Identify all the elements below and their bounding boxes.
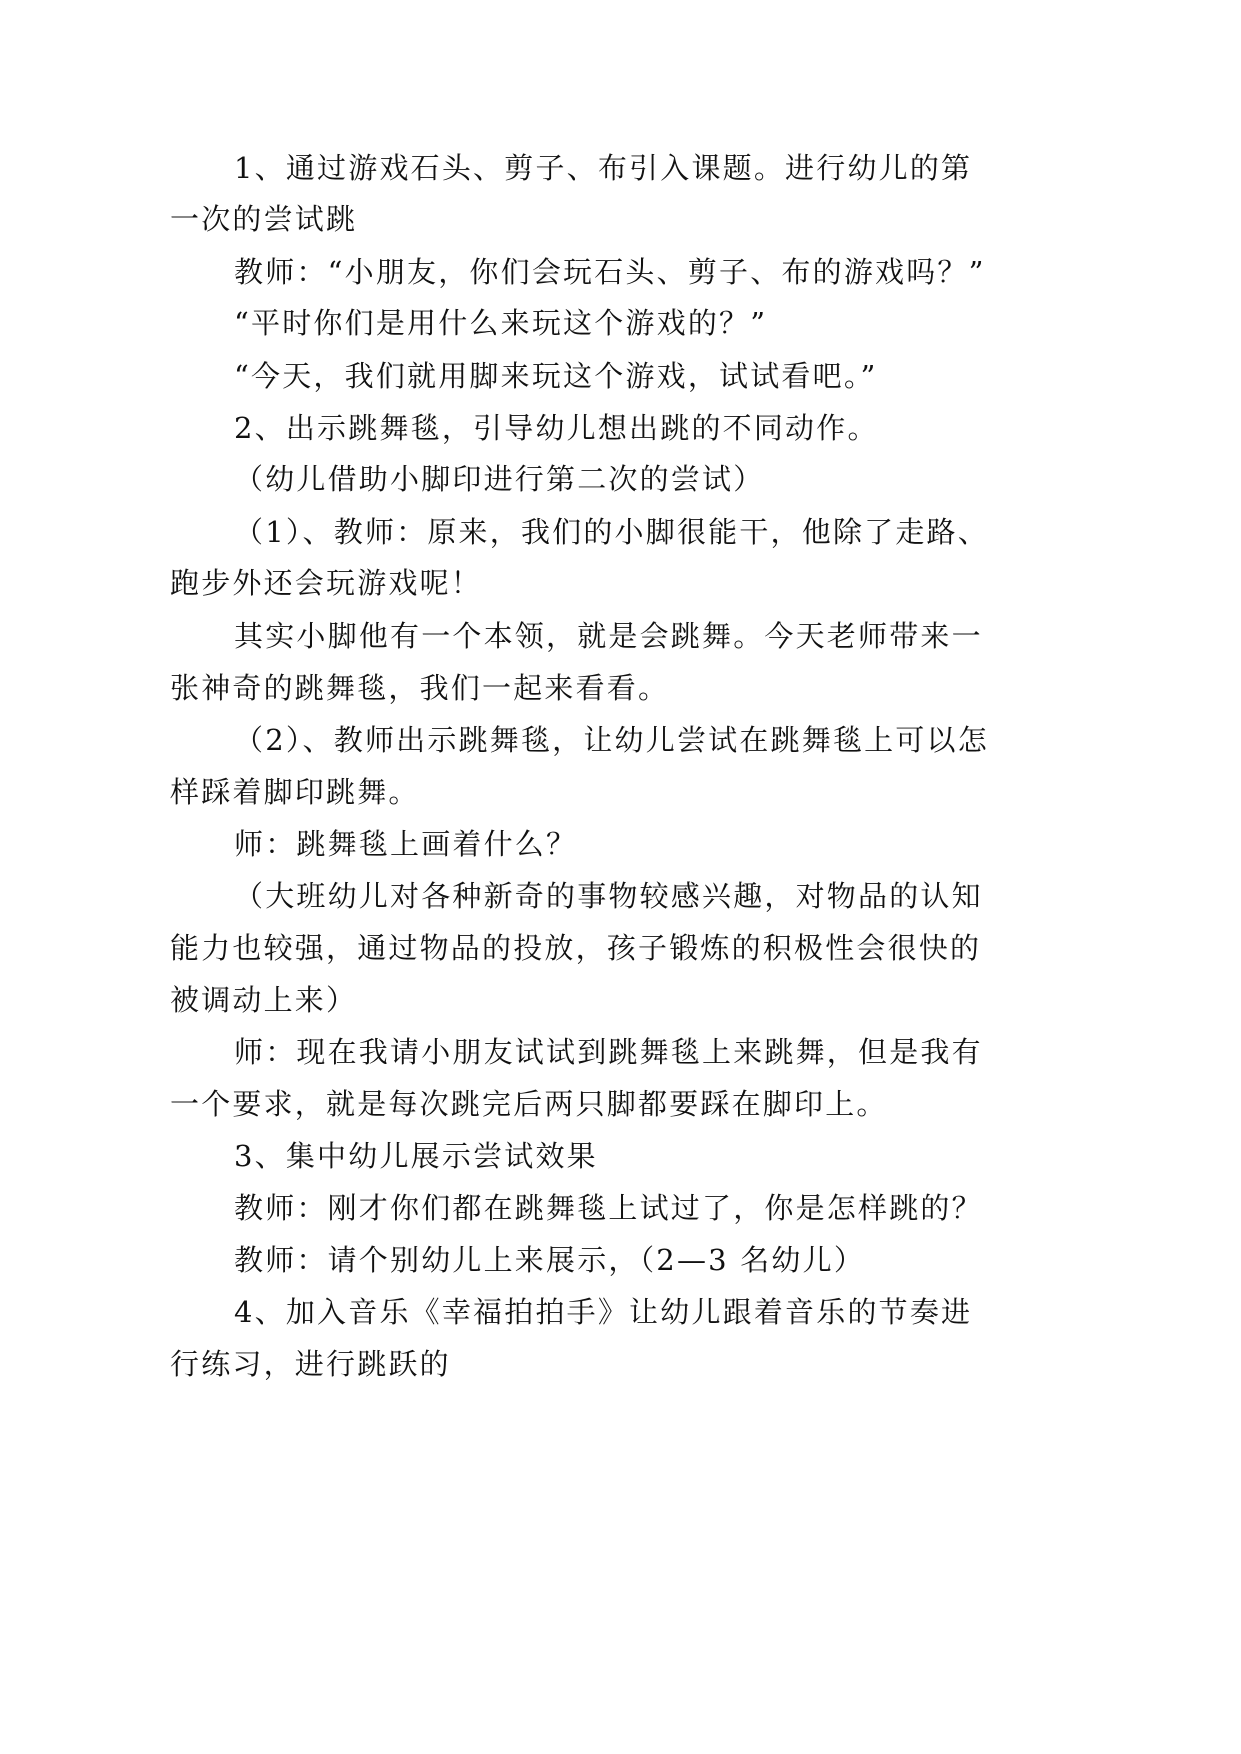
text-line-19: 一个要求，就是每次跳完后两只脚都要踩在脚印上。 <box>170 1087 888 1121</box>
text-line-16: 能力也较强，通过物品的投放，孩子锻炼的积极性会很快的 <box>170 931 982 965</box>
text-line-14: 师：跳舞毯上画着什么？ <box>234 827 578 861</box>
text-line-21: 教师：刚才你们都在跳舞毯上试过了，你是怎样跳的？ <box>234 1191 983 1225</box>
text-line-8: （1）、教师：原来，我们的小脚很能干，他除了走路、 <box>234 515 989 549</box>
text-line-2: 一次的尝试跳 <box>170 202 358 236</box>
text-line-10: 其实小脚他有一个本领，就是会跳舞。今天老师带来一 <box>234 619 983 653</box>
text-line-23: 4、加入音乐《幸福拍拍手》让幼儿跟着音乐的节奏进 <box>234 1295 973 1329</box>
text-line-3: 教师：“小朋友，你们会玩石头、剪子、布的游戏吗？” <box>234 255 986 289</box>
text-line-1: 1、通过游戏石头、剪子、布引入课题。进行幼儿的第 <box>234 151 973 185</box>
text-line-13: 样踩着脚印跳舞。 <box>170 775 420 809</box>
text-line-6: 2、出示跳舞毯，引导幼儿想出跳的不同动作。 <box>234 411 879 445</box>
text-line-17: 被调动上来） <box>170 983 358 1017</box>
text-line-20: 3、集中幼儿展示尝试效果 <box>234 1139 598 1173</box>
text-line-15: （大班幼儿对各种新奇的事物较感兴趣，对物品的认知 <box>234 879 983 913</box>
text-line-4: “平时你们是用什么来玩这个游戏的？” <box>234 306 768 340</box>
text-line-11: 张神奇的跳舞毯，我们一起来看看。 <box>170 671 670 705</box>
text-line-7: （幼儿借助小脚印进行第二次的尝试） <box>234 462 765 496</box>
text-line-9: 跑步外还会玩游戏呢！ <box>170 566 483 600</box>
text-line-24: 行练习，进行跳跃的 <box>170 1347 451 1381</box>
text-line-22: 教师：请个别幼儿上来展示，（2—3 名幼儿） <box>234 1243 866 1277</box>
text-line-18: 师：现在我请小朋友试试到跳舞毯上来跳舞，但是我有 <box>234 1035 983 1069</box>
text-line-5: “今天，我们就用脚来玩这个游戏，试试看吧。” <box>234 359 878 393</box>
text-line-12: （2）、教师出示跳舞毯，让幼儿尝试在跳舞毯上可以怎 <box>234 723 989 757</box>
